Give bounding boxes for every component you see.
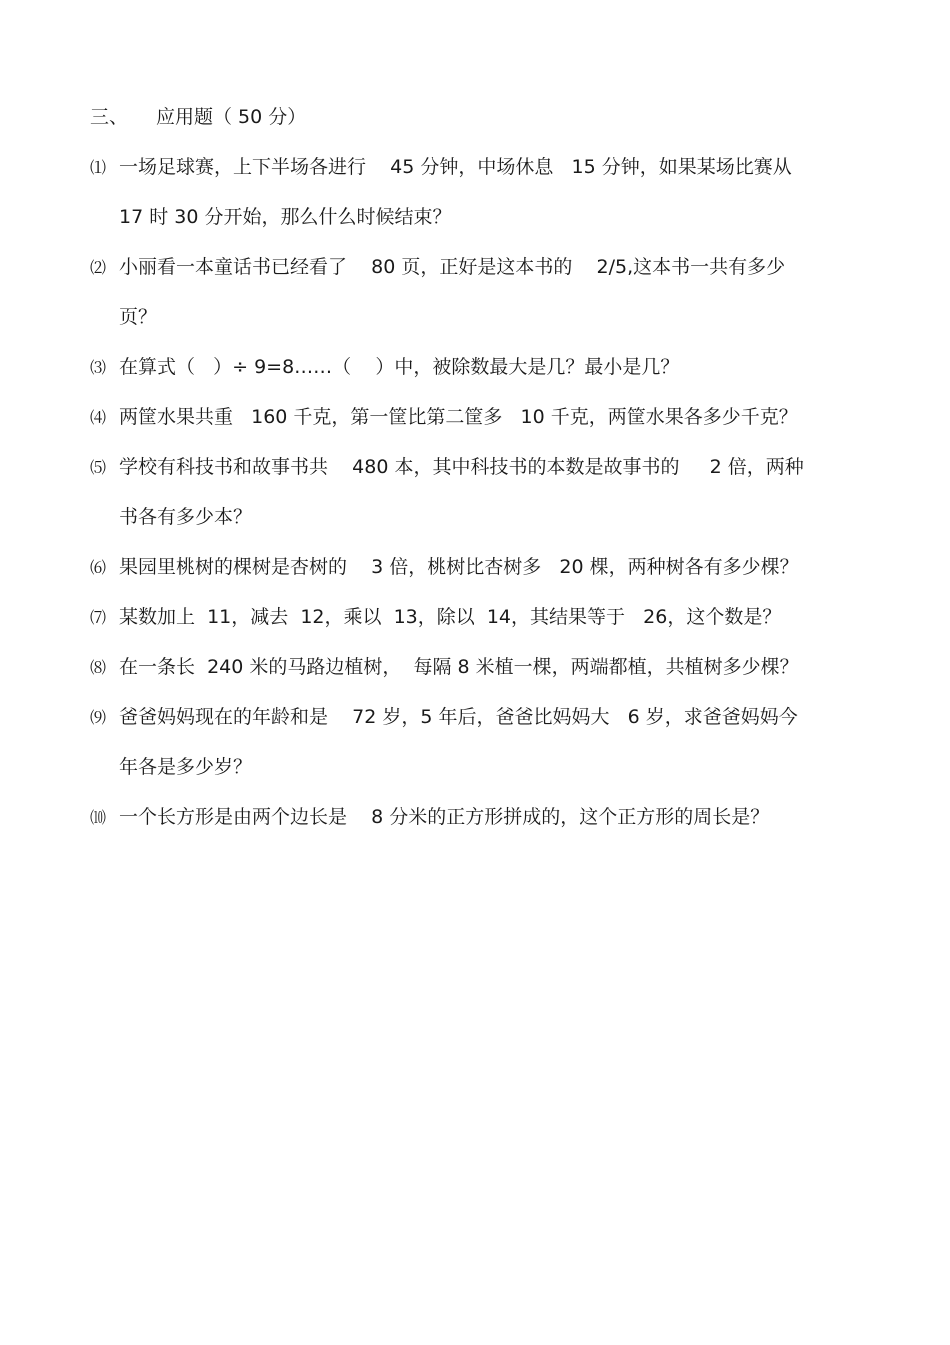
problem-1-text: 一场足球赛，上下半场各进行 45 分钟，中场休息 15 分钟，如果某场比赛从: [119, 156, 792, 178]
problem-7-line-1: [90, 603, 781, 632]
problem-9-marker: ⑼: [90, 708, 107, 727]
problem-5-marker: ⑸: [90, 458, 107, 477]
problem-2-text: 小丽看一本童话书已经看了 80 页，正好是这本书的 2/5,这本书一共有多少: [119, 256, 786, 278]
problem-3-marker: ⑶: [90, 358, 107, 377]
section-number: 三、: [90, 106, 129, 128]
problem-1-marker: ⑴: [90, 158, 107, 177]
problem-6-marker: ⑹: [90, 558, 107, 577]
problem-5-line-1: [90, 453, 804, 482]
problem-6-text: 果园里桃树的棵树是杏树的 3 倍，桃树比杏树多 20 棵，两种树各有多少棵？: [119, 556, 799, 578]
problem-7-text: 某数加上 11，减去 12，乘以 13，除以 14，其结果等于 26，这个数是？: [119, 606, 782, 628]
problem-10-marker: ⑽: [90, 808, 107, 827]
problem-9-line-1: [90, 703, 798, 732]
problem-8-marker: ⑻: [90, 658, 107, 677]
problem-6-line-1: [90, 553, 799, 582]
section-title: 应用题（ 50 分）: [156, 106, 307, 128]
problem-1-line-1: [90, 153, 792, 182]
problem-9-line-2: 年各是多少岁？: [119, 756, 253, 778]
problem-7-marker: ⑺: [90, 608, 107, 627]
problem-2-line-1: [90, 253, 785, 282]
problem-3-text: 在算式（ ）÷ 9=8……（ ）中，被除数最大是几？最小是几？: [119, 356, 680, 378]
problem-2-marker: ⑵: [90, 258, 107, 277]
problem-9-text: 爸爸妈妈现在的年龄和是 72 岁，5 年后，爸爸比妈妈大 6 岁，求爸爸妈妈今: [119, 706, 798, 728]
section-heading: [90, 103, 306, 131]
problem-8-text: 在一条长 240 米的马路边植树， 每隔 8 米植一棵，两端都植，共植树多少棵？: [119, 656, 799, 678]
problem-8-line-1: [90, 653, 799, 682]
problem-5-line-2: 书各有多少本？: [119, 506, 253, 528]
problem-1-line-2: 17 时 30 分开始，那么什么时候结束？: [119, 206, 452, 228]
problem-4-marker: ⑷: [90, 408, 107, 427]
problem-10-line-1: [90, 803, 769, 832]
problem-3-line-1: [90, 353, 679, 382]
problem-4-line-1: [90, 403, 798, 432]
problem-4-text: 两筐水果共重 160 千克，第一筐比第二筐多 10 千克，两筐水果各多少千克？: [119, 406, 798, 428]
problem-2-line-2: 页？: [119, 306, 158, 328]
problem-5-text: 学校有科技书和故事书共 480 本，其中科技书的本数是故事书的 2 倍，两种: [119, 456, 804, 478]
problem-10-text: 一个长方形是由两个边长是 8 分米的正方形拼成的，这个正方形的周长是？: [119, 806, 770, 828]
